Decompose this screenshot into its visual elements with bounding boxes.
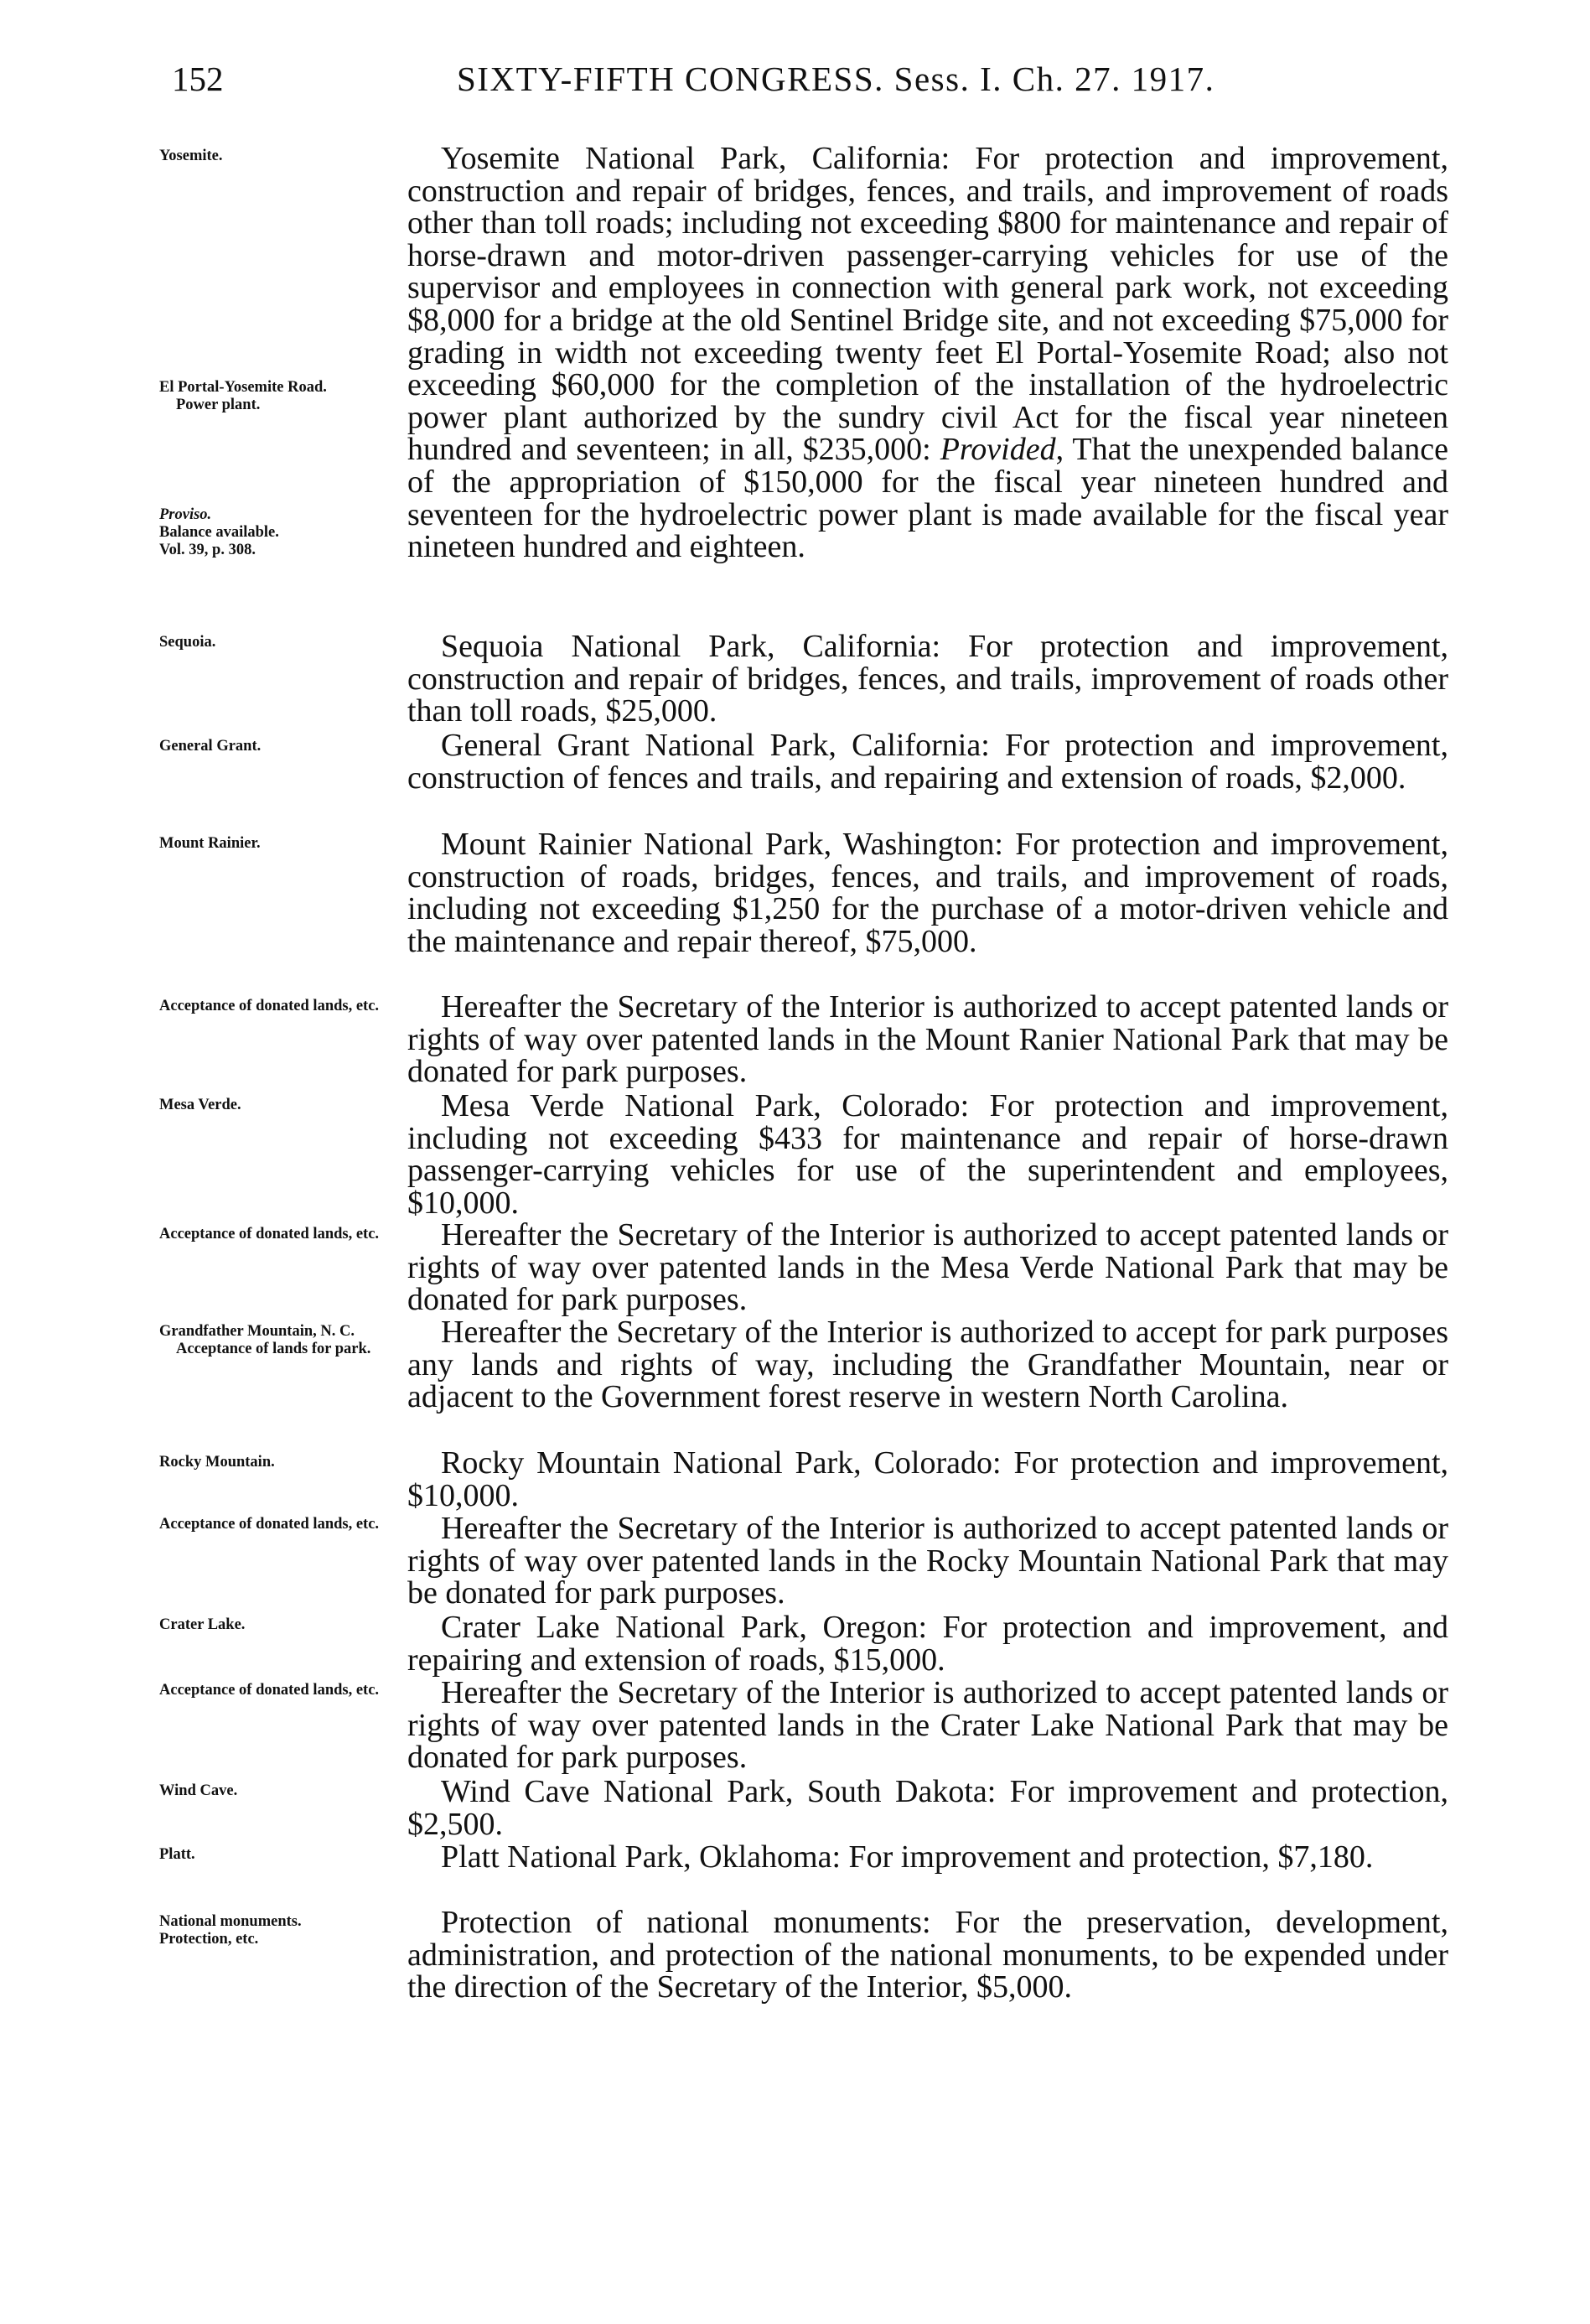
paragraph-crater-acceptance: Hereafter the Secretary of the Interior is authorized to accept patented lands or rights of way over patented lands in the Crater Lake National Park that may be donated for park purposes.	[407, 1675, 1448, 1776]
margin-note-rocky-mountain: Rocky Mountain.	[159, 1454, 275, 1471]
paragraph-platt: Platt National Park, Oklahoma: For improvement and protection, $7,180.	[441, 1839, 1374, 1875]
margin-note-national-monuments: National monuments. Protection, etc.	[159, 1913, 302, 1948]
paragraph-mesa-verde: Mesa Verde National Park, Colorado: For protection and improvement, including not exceeding $433 for maintenance and repair of horse-drawn passenger-carrying vehicles for use of the superintendent and employees, $10,000.	[407, 1088, 1448, 1221]
margin-note-grandfather: Grandfather Mountain, N. C. Acceptance of lands for park.	[159, 1323, 371, 1357]
margin-note-crater-lake: Crater Lake.	[159, 1616, 246, 1633]
paragraph-yosemite: Yosemite National Park, California: For protection and improvement, construction and repair of bridges, fences, and trails, and improvement of roads other than toll roads; including not exceeding $800 for maintenance and repair of horse-drawn and motor-driven passenger-carrying vehicles for use of the supervisor and employees in connection with general park work, not exceeding $8,000 for a bridge at the old Sentinel Bridge site, and not exceeding $75,000 for grading in width not exceeding twenty feet El Portal-Yosemite Road; also not exceeding $60,000 for the completion of the installation of the hydroelectric power plant authorized by the sundry civil Act for the fiscal year nineteen hundred and seventeen; in all, $235,000: Provided, That the unexpended balance of the appropriation of $150,000 for the fiscal year nineteen hundred and seventeen for the hydroelectric power plant is made available for the fiscal year nineteen hundred and eighteen.	[407, 141, 1449, 565]
paragraph-rocky-acceptance: Hereafter the Secretary of the Interior is authorized to accept patented lands or rights of way over patented lands in the Rocky Mountain National Park that may be donated for park purposes.	[407, 1511, 1448, 1611]
margin-note-platt: Platt.	[159, 1846, 195, 1863]
margin-note-proviso: Proviso. Balance available. Vol. 39, p. 308.	[159, 506, 279, 558]
paragraph-rainier-acceptance: Hereafter the Secretary of the Interior is authorized to accept patented lands or rights of way over patented lands in the Mount Ranier National Park that may be donated for park purposes.	[407, 989, 1448, 1090]
margin-note-yosemite: Yosemite.	[159, 148, 223, 164]
page-header	[172, 59, 1446, 117]
margin-note-general-grant: General Grant.	[159, 738, 262, 755]
running-title: SIXTY-FIFTH CONGRESS. Sess. I. Ch. 27. 1917.	[457, 60, 1215, 98]
paragraph-rocky-mountain: Rocky Mountain National Park, Colorado: For protection and improvement, $10,000.	[407, 1445, 1448, 1513]
paragraph-mesa-verde-acceptance: Hereafter the Secretary of the Interior is authorized to accept patented lands or rights of way over patented lands in the Mesa Verde National Park that may be donated for park purposes.	[407, 1217, 1448, 1318]
paragraph-national-monuments: Protection of national monuments: For the preservation, development, administration, and protection of the national monuments, to be expended under the direction of the Secretary of the Interior, $5,000.	[407, 1905, 1448, 2005]
paragraph-wind-cave: Wind Cave National Park, South Dakota: For improvement and protection, $2,500.	[407, 1774, 1448, 1842]
paragraph-grandfather-mountain: Hereafter the Secretary of the Interior is authorized to accept for park purposes any lands and rights of way, including the Grandfather Mountain, near or adjacent to the Government forest reserve in western North Carolina.	[407, 1315, 1448, 1415]
page-number: 152	[172, 60, 224, 98]
margin-note-acceptance: Acceptance of donated lands, etc.	[159, 1682, 380, 1699]
margin-note-mount-rainier: Mount Rainier.	[159, 835, 261, 852]
margin-note-wind-cave: Wind Cave.	[159, 1782, 238, 1799]
margin-note-acceptance: Acceptance of donated lands, etc.	[159, 998, 380, 1014]
paragraph-crater-lake: Crater Lake National Park, Oregon: For protection and improvement, and repairing and extension of roads, $15,000.	[407, 1610, 1448, 1678]
margin-note-el-portal-road: El Portal-Yosemite Road. Power plant.	[159, 379, 327, 413]
paragraph-general-grant: General Grant National Park, California: For protection and improvement, construction of fences and trails, and repairing and extension of roads, $2,000.	[407, 728, 1448, 796]
margin-note-sequoia: Sequoia.	[159, 634, 216, 651]
paragraph-mount-rainier: Mount Rainier National Park, Washington: For protection and improvement, construction of roads, bridges, fences, and trails, and improvement of roads, including not exceeding $1,250 for the purchase of a motor-driven vehicle and the maintenance and repair thereof, $75,000.	[407, 827, 1448, 959]
proviso-word: Provided	[940, 432, 1056, 468]
paragraph-sequoia: Sequoia National Park, California: For protection and improvement, construction and repair of bridges, fences, and trails, improvement of roads other than toll roads, $25,000.	[407, 629, 1448, 729]
margin-note-mesa-verde: Mesa Verde.	[159, 1097, 241, 1113]
margin-note-acceptance: Acceptance of donated lands, etc.	[159, 1516, 380, 1533]
margin-note-acceptance: Acceptance of donated lands, etc.	[159, 1226, 380, 1242]
